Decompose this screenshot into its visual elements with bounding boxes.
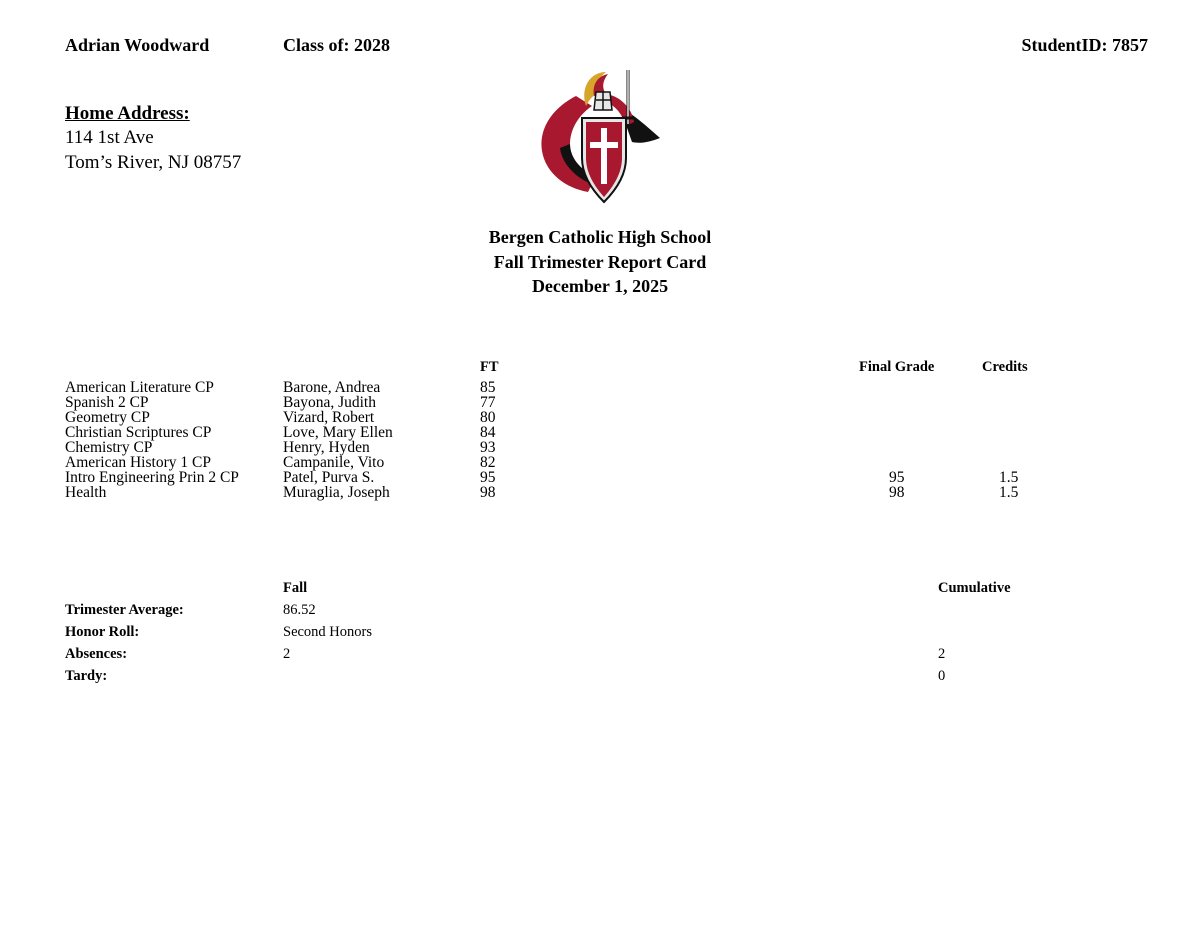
teacher-name: Muraglia, Joseph [283,484,390,501]
ft-grade: 84 [480,424,496,441]
absences-cumulative-value: 2 [938,646,946,662]
absences-fall-value: 2 [283,646,291,662]
teacher-name: Vizard, Robert [283,409,375,426]
table-row [0,485,1200,500]
student-name: Adrian Woodward [65,35,210,55]
honor-roll-label: Honor Roll: [65,624,140,640]
table-row [0,455,1200,470]
report-name: Fall Trimester Report Card [493,251,707,272]
fall-column-header: Fall [283,580,308,596]
credits-column-header: Credits [982,359,1028,375]
course-name: American History 1 CP [65,454,211,471]
credits: 1.5 [999,484,1019,501]
cumulative-column-header: Cumulative [938,580,1011,596]
tardy-label: Tardy: [65,668,108,684]
address-line-1: 114 1st Ave [65,127,154,148]
course-name: American Literature CP [65,379,214,396]
ft-grade: 80 [480,409,496,426]
honor-roll-value: Second Honors [283,624,373,640]
ft-grade: 77 [480,394,496,411]
teacher-name: Henry, Hyden [283,439,370,456]
table-row [0,470,1200,485]
teacher-name: Campanile, Vito [283,454,385,471]
teacher-name: Love, Mary Ellen [283,424,393,441]
table-row [0,395,1200,410]
address-line-2: Tom’s River, NJ 08757 [65,152,242,173]
absences-label: Absences: [65,646,128,662]
table-row [0,410,1200,425]
report-title-block [0,225,1200,299]
course-name: Christian Scriptures CP [65,424,212,441]
trimester-average-label: Trimester Average: [65,602,184,618]
ft-grade: 93 [480,439,496,456]
course-name: Intro Engineering Prin 2 CP [65,469,239,486]
student-id: StudentID: 7857 [1021,35,1148,55]
ft-column-header: FT [480,359,499,375]
teacher-name: Patel, Purva S. [283,469,375,486]
table-row [0,380,1200,395]
final-grade-column-header: Final Grade [859,359,935,375]
table-row [0,440,1200,455]
ft-grade: 85 [480,379,496,396]
school-name: Bergen Catholic High School [488,227,712,247]
teacher-name: Barone, Andrea [283,379,381,396]
teacher-name: Bayona, Judith [283,394,376,411]
class-of: Class of: 2028 [283,35,390,55]
knight-shield-logo-icon [536,66,666,206]
course-name: Spanish 2 CP [65,394,149,411]
course-name: Chemistry CP [65,439,153,456]
final-grade: 98 [889,484,905,501]
trimester-average-value: 86.52 [283,602,316,618]
tardy-cumulative-value: 0 [938,668,946,684]
final-grade: 95 [889,469,905,486]
ft-grade: 98 [480,484,496,501]
ft-grade: 95 [480,469,496,486]
credits: 1.5 [999,469,1019,486]
course-name: Geometry CP [65,409,150,426]
ft-grade: 82 [480,454,496,471]
home-address-label: Home Address: [65,103,190,124]
course-name: Health [65,484,107,501]
table-row [0,425,1200,440]
report-date: December 1, 2025 [531,276,669,296]
